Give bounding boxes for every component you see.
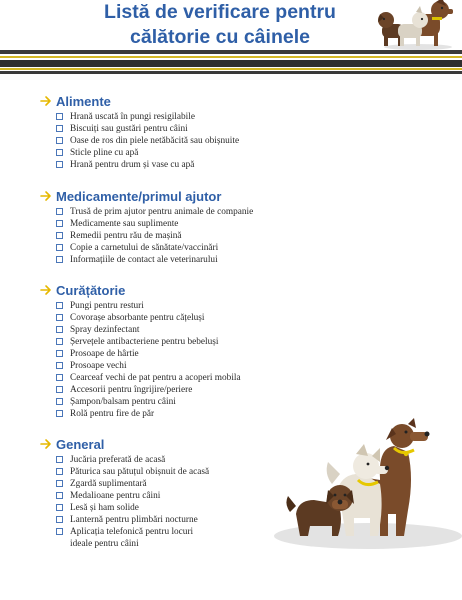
stripe-dark-2 bbox=[0, 60, 462, 67]
list-item bbox=[56, 396, 300, 408]
title-line-2: călătorie cu câinele bbox=[130, 26, 310, 48]
item-label: Biscuiți sau gustări pentru câini bbox=[70, 124, 188, 134]
list-item bbox=[56, 490, 300, 502]
checkbox-icon[interactable] bbox=[56, 362, 63, 369]
list-item bbox=[56, 135, 300, 147]
arrow-right-icon bbox=[40, 94, 52, 108]
list-item bbox=[56, 324, 300, 336]
stripe-dark-1 bbox=[0, 50, 462, 54]
title-line-1: Listă de verificare pentru bbox=[104, 1, 336, 23]
checklist bbox=[56, 111, 300, 171]
list-item bbox=[56, 230, 300, 242]
stripe-dark-3 bbox=[0, 71, 462, 74]
checkbox-icon[interactable] bbox=[56, 350, 63, 357]
item-label: Șervețele antibacteriene pentru bebeluși bbox=[70, 337, 219, 347]
item-label: Copie a carnetului de sănătate/vaccinări bbox=[70, 243, 219, 253]
item-label: Oase de ros din piele netăbăcită sau obișnuite bbox=[70, 136, 240, 146]
checkbox-icon[interactable] bbox=[56, 338, 63, 345]
dog-cream-icon bbox=[398, 6, 428, 46]
checkbox-icon[interactable] bbox=[56, 528, 63, 535]
checkbox-icon[interactable] bbox=[56, 125, 63, 132]
section-medicamente bbox=[40, 187, 300, 266]
page-title bbox=[60, 0, 380, 50]
section-header bbox=[40, 92, 300, 110]
item-label: Cearceaf vechi de pat pentru a acoperi mobila bbox=[70, 373, 241, 383]
section-header bbox=[40, 281, 300, 299]
item-label: Prosoape de hârtie bbox=[70, 349, 139, 359]
checkbox-icon[interactable] bbox=[56, 161, 63, 168]
checkbox-icon[interactable] bbox=[56, 232, 63, 239]
checkbox-icon[interactable] bbox=[56, 516, 63, 523]
item-label: Lesă și ham solide bbox=[70, 503, 139, 513]
list-item bbox=[56, 478, 300, 490]
item-label: Rolă pentru fire de păr bbox=[70, 409, 155, 419]
header-stripes bbox=[0, 50, 462, 74]
arrow-right-icon bbox=[40, 437, 52, 451]
checklist bbox=[56, 300, 300, 420]
item-label: Prosoape vechi bbox=[70, 361, 127, 371]
section-alimente bbox=[40, 92, 300, 171]
checkbox-icon[interactable] bbox=[56, 410, 63, 417]
section-title: Alimente bbox=[56, 93, 111, 109]
arrow-right-icon bbox=[40, 283, 52, 297]
list-item bbox=[56, 514, 300, 526]
item-label: Sticle pline cu apă bbox=[70, 148, 139, 158]
section-curatatorie bbox=[40, 281, 300, 420]
section-general bbox=[40, 435, 300, 550]
item-label: Zgardă suplimentară bbox=[70, 479, 147, 489]
list-item bbox=[56, 111, 300, 123]
list-item bbox=[56, 502, 300, 514]
item-label: Remedii pentru rău de mașină bbox=[70, 231, 182, 241]
list-item bbox=[56, 372, 300, 384]
list-item bbox=[56, 408, 300, 420]
stripe-gold-1 bbox=[0, 56, 462, 58]
checkbox-icon[interactable] bbox=[56, 374, 63, 381]
item-label: Lanternă pentru plimbări nocturne bbox=[70, 515, 198, 525]
checkbox-icon[interactable] bbox=[56, 492, 63, 499]
list-item bbox=[56, 254, 300, 266]
item-label: Hrană pentru drum și vase cu apă bbox=[70, 160, 195, 170]
checkbox-icon[interactable] bbox=[56, 456, 63, 463]
section-title: General bbox=[56, 436, 105, 452]
list-item bbox=[56, 218, 300, 230]
item-label: Spray dezinfectant bbox=[70, 325, 140, 335]
item-label: Trusă de prim ajutor pentru animale de companie bbox=[70, 207, 254, 217]
list-item bbox=[56, 384, 300, 396]
checkbox-icon[interactable] bbox=[56, 137, 63, 144]
item-label: Pungi pentru resturi bbox=[70, 301, 144, 311]
checkbox-icon[interactable] bbox=[56, 149, 63, 156]
list-item bbox=[56, 206, 300, 218]
list-item bbox=[56, 312, 300, 324]
item-label: Șampon/balsam pentru câini bbox=[70, 397, 176, 407]
stripe-gold-2 bbox=[0, 68, 462, 70]
checkbox-icon[interactable] bbox=[56, 398, 63, 405]
checklist bbox=[56, 454, 300, 550]
list-item bbox=[56, 159, 300, 171]
item-label: Accesorii pentru îngrijire/periere bbox=[70, 385, 193, 395]
list-item bbox=[56, 526, 300, 550]
list-item bbox=[56, 123, 300, 135]
item-label: Covorașe absorbante pentru cățeluși bbox=[70, 313, 205, 323]
checkbox-icon[interactable] bbox=[56, 302, 63, 309]
checkbox-icon[interactable] bbox=[56, 256, 63, 263]
checkbox-icon[interactable] bbox=[56, 386, 63, 393]
list-item bbox=[56, 466, 300, 478]
item-label: Jucăria preferată de acasă bbox=[70, 455, 166, 465]
checkbox-icon[interactable] bbox=[56, 244, 63, 251]
list-item bbox=[56, 300, 300, 312]
checkbox-icon[interactable] bbox=[56, 208, 63, 215]
list-item bbox=[56, 242, 300, 254]
list-item bbox=[56, 147, 300, 159]
checkbox-icon[interactable] bbox=[56, 220, 63, 227]
checklist bbox=[56, 206, 300, 266]
section-title: Curățătorie bbox=[56, 282, 126, 298]
list-item bbox=[56, 454, 300, 466]
section-title: Medicamente/primul ajutor bbox=[56, 188, 222, 204]
checkbox-icon[interactable] bbox=[56, 314, 63, 321]
item-label: Aplicația telefonică pentru locuri ideale pentru câini bbox=[70, 527, 194, 549]
item-label: Informațiile de contact ale veterinarului bbox=[70, 255, 218, 265]
list-item bbox=[56, 336, 300, 348]
section-header bbox=[40, 187, 300, 205]
dogs-header-illustration bbox=[376, 0, 456, 50]
list-item bbox=[56, 360, 300, 372]
checkbox-icon[interactable] bbox=[56, 468, 63, 475]
item-label: Medalioane pentru câini bbox=[70, 491, 161, 501]
item-label: Păturica sau pătuțul obișnuit de acasă bbox=[70, 467, 210, 477]
checkbox-icon[interactable] bbox=[56, 326, 63, 333]
arrow-right-icon bbox=[40, 189, 52, 203]
section-header bbox=[40, 435, 300, 453]
checkbox-icon[interactable] bbox=[56, 113, 63, 120]
checkbox-icon[interactable] bbox=[56, 504, 63, 511]
checkbox-icon[interactable] bbox=[56, 480, 63, 487]
item-label: Hrană uscată în pungi resigilabile bbox=[70, 112, 195, 122]
item-label: Medicamente sau suplimente bbox=[70, 219, 179, 229]
list-item bbox=[56, 348, 300, 360]
dogs-footer-illustration bbox=[268, 418, 462, 550]
